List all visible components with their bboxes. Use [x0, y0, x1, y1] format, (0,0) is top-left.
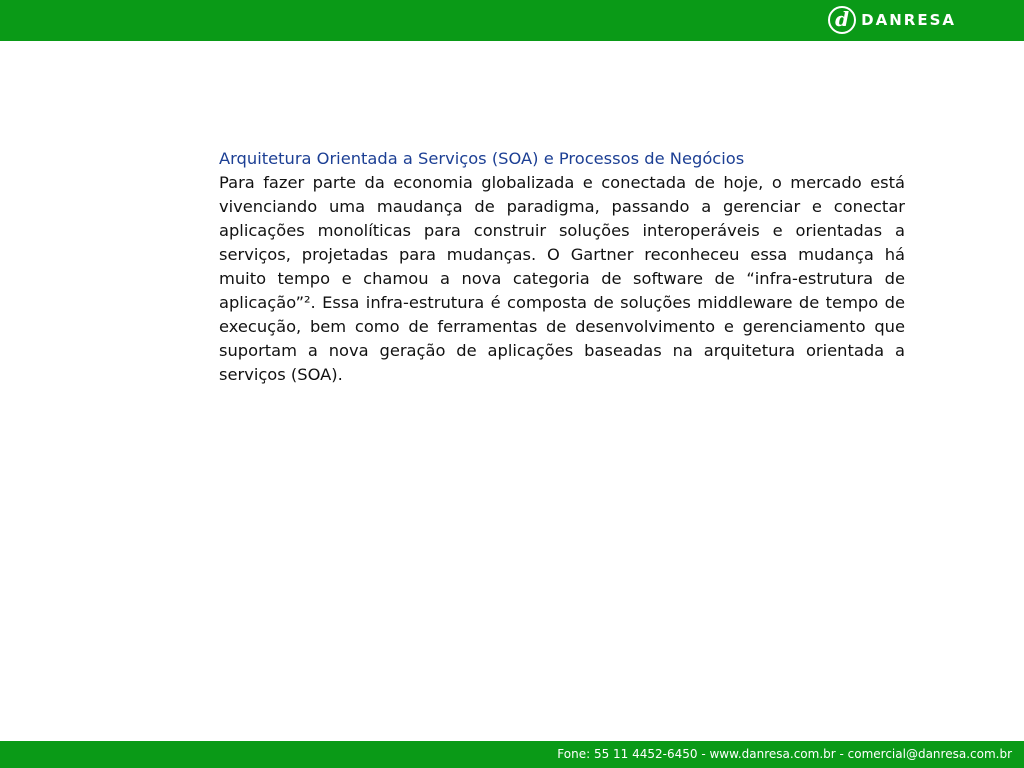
logo-wordmark: DANRESA: [861, 11, 956, 29]
slide-title: Arquitetura Orientada a Serviços (SOA) e Processos de Negócios: [219, 149, 745, 168]
danresa-logo: [828, 4, 956, 36]
logo-mark-letter: d: [835, 7, 850, 31]
header-bar: [0, 0, 1024, 41]
footer-contact-info: Fone: 55 11 4452-6450 - www.danresa.com.br - comercial@danresa.com.br: [557, 747, 1012, 761]
footer-bar: [0, 741, 1024, 768]
slide-body-text: Para fazer parte da economia globalizada e conectada de hoje, o mercado está vivenciando uma maudança de paradigma, passando a gerenciar e conectar aplicações monolíticas para construir soluções interoperáveis e orientadas a serviços, projetadas para mudanças. O Gartner reconheceu essa mudança há muito tempo e chamou a nova categoria de software de “infra-estrutura de aplicação”². Essa infra-estrutura é composta de soluções middleware de tempo de execução, bem como de ferramentas de desenvolvimento e gerenciamento que suportam a nova geração de aplicações baseadas na arquitetura orientada a serviços (SOA).: [219, 173, 905, 384]
slide-content: [219, 147, 905, 387]
logo-mark-icon: [828, 6, 856, 34]
